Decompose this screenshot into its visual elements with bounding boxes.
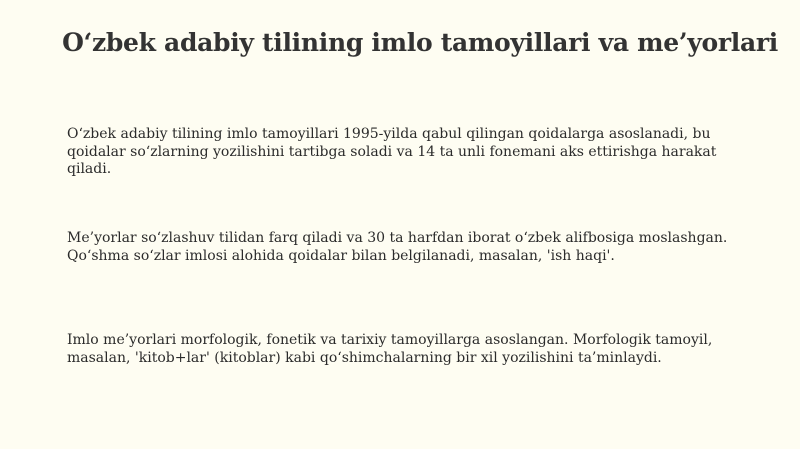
- paragraph-3: Imlo me’yorlari morfologik, fonetik va tarixiy tamoyillarga asoslangan. Morfologik tamoyil, masalan, 'kitob+lar' (kitoblar) kabi qo‘shimchalarning bir xil yozilishini ta’minlaydi.: [67, 332, 713, 366]
- page-title: O‘zbek adabiy tilining imlo tamoyillari va me’yorlari: [62, 28, 778, 57]
- paragraph-1: O‘zbek adabiy tilining imlo tamoyillari 1995-yilda qabul qilingan qoidalarga asoslanadi, bu qoidalar so‘zlarning yozilishini tartibga soladi va 14 ta unli fonemani aks ettirishga harakat qiladi.: [67, 126, 717, 177]
- paragraph-2: Me’yorlar so‘zlashuv tilidan farq qiladi va 30 ta harfdan iborat o‘zbek alifbosiga moslashgan. Qo‘shma so‘zlar imlosi alohida qoidalar bilan belgilanadi, masalan, 'ish haqi'.: [67, 230, 728, 264]
